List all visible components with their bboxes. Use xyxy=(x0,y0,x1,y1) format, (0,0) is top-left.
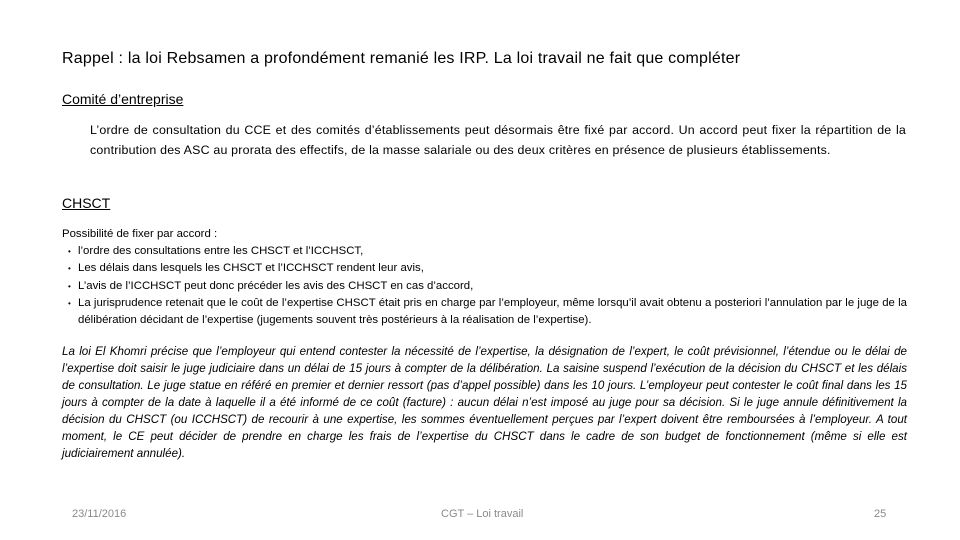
list-item-text: L’avis de l’ICCHSCT peut donc précéder les avis des CHSCT en cas d’accord, xyxy=(78,279,474,292)
khomri-paragraph: La loi El Khomri précise que l’employeur qui entend contester la nécessité de l’expertise, la désignation de l’expert, le coût prévisionnel, l’étendue ou le délai de l’expertise doit saisir le juge judiciaire dans un délai de 15 jours à compter de la délibération. La saisine suspend l’exécution de la décision du CHSCT et les délais de consultation. Le juge statue en référé en premier et dernier ressort (pas d’appel possible) dans les 10 jours. L’employeur peut contester le coût final dans les 15 jours à compter de la date à laquelle il a été informé de ce coût (facture) : aucun délai n’est imposé au juge pour sa décision. Si le juge annule définitivement la décision du CHSCT (ou ICCHSCT) de recourir à une expertise, les sommes éventuellement perçues par l’expert doivent être remboursées à l’employeur. A tout moment, le CE peut décider de prendre en charge les frais de l’expertise du CHSCT dans le cadre de son budget de fonctionnement (même si elle est judiciairement annulée). xyxy=(62,345,907,460)
bullet-icon: • xyxy=(68,247,71,257)
chsct-intro: Possibilité de fixer par accord : xyxy=(62,228,218,240)
list-item xyxy=(64,243,907,260)
list-item-text: l’ordre des consultations entre les CHSCT et l’ICCHSCT, xyxy=(78,245,364,258)
section-heading-chsct: CHSCT xyxy=(62,195,111,211)
chsct-list xyxy=(62,243,907,329)
chsct-block xyxy=(62,226,907,329)
slide-title: Rappel : la loi Rebsamen a profondément remanié les IRP. La loi travail ne fait que compléter xyxy=(62,50,741,67)
list-item-text: Les délais dans lesquels les CHSCT et l’ICCHSCT rendent leur avis, xyxy=(78,262,424,275)
list-item xyxy=(64,278,907,295)
bullet-icon: • xyxy=(68,264,71,274)
bullet-icon: • xyxy=(68,281,71,291)
section-heading-comite: Comité d’entreprise xyxy=(62,91,184,107)
footer-center-text: CGT – Loi travail xyxy=(441,508,524,520)
list-item xyxy=(64,260,907,277)
footer-date: 23/11/2016 xyxy=(72,508,127,520)
bullet-icon: • xyxy=(68,298,71,308)
comite-paragraph: L’ordre de consultation du CCE et des comités d’établissements peut désormais être fixé par accord. Un accord peut fixer la répartition de la contribution des ASC au prorata des effectifs, de la masse salariale ou des deux critères en présence de plusieurs établissements. xyxy=(90,123,906,157)
list-item xyxy=(64,295,907,329)
list-item-text: La jurisprudence retenait que le coût de l’expertise CHSCT était pris en charge par l’employeur, même lorsqu’il avait obtenu a posteriori l’annulation par le juge de la délibération décidant de l’expertise (jugements souvent très postérieurs à la réalisation de l’expertise). xyxy=(78,296,907,327)
page-number: 25 xyxy=(874,508,887,520)
